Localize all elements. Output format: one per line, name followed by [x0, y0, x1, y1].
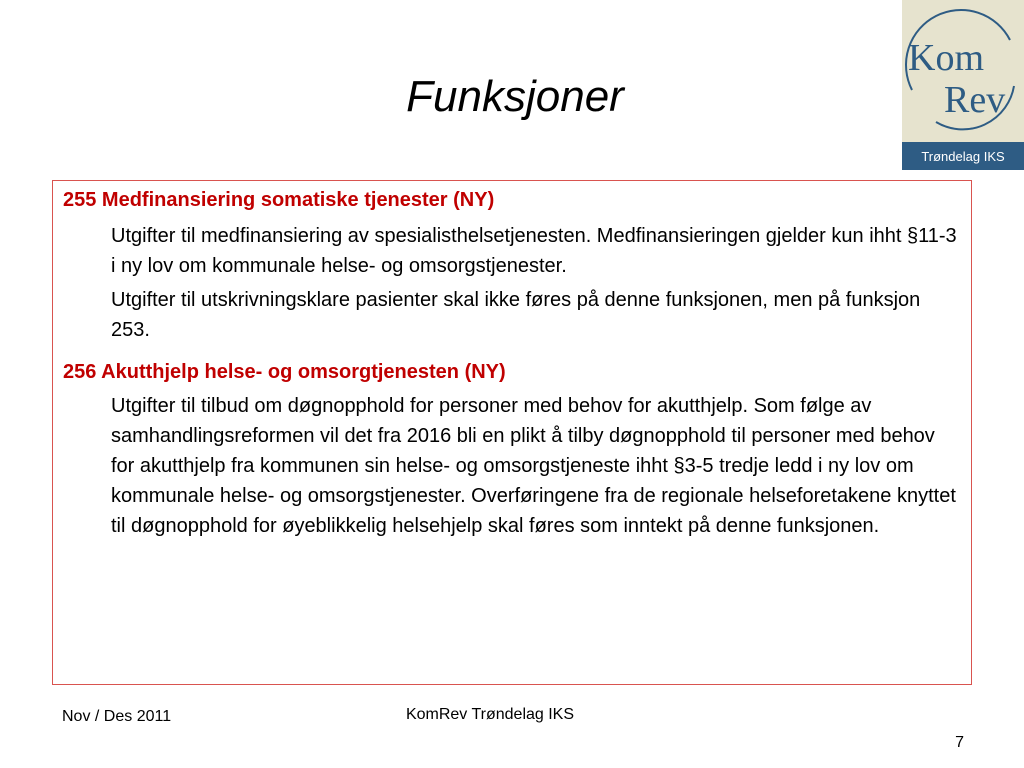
komrev-logo-graphic — [902, 0, 1024, 170]
slide-title: Funksjoner — [406, 72, 624, 121]
footer-date: Nov / Des 2011 — [62, 708, 172, 725]
logo-text-kom: Kom — [908, 37, 984, 79]
logo-text-rev: Rev — [944, 79, 1006, 121]
section-heading: 256 Akutthjelp helse- og omsorgtjenesten (NY) — [63, 361, 506, 383]
page-number: 7 — [955, 734, 964, 751]
section-heading: 255 Medfinansiering somatiske tjenester (NY) — [63, 189, 495, 211]
section-paragraph: Utgifter til tilbud om døgnopphold for personer med behov for akutthjelp. Som følge av samhandlingsreformen vil det fra 2016 bli en plikt å tilby døgnopphold til personer med behov for akutthjelp fra kommunen sin helse- og omsorgstjeneste ihht §3-5 tredje ledd i ny lov om kommunale helse- og omsorgstjenester. Overføringene fra de regionale helseforetakene knyttet til døgnopphold for øyeblikkelig helsehjelp skal føres som inntekt på denne funksjonen. — [111, 395, 956, 537]
komrev-logo — [902, 0, 1024, 170]
section-255 — [63, 187, 963, 349]
section-256 — [63, 359, 963, 545]
logo-banner-text: Trøndelag IKS — [921, 149, 1005, 164]
section-paragraph: Utgifter til utskrivningsklare pasienter skal ikke føres på denne funksjonen, men på funksjon 253. — [111, 289, 921, 341]
footer-organization: KomRev Trøndelag IKS — [405, 706, 575, 723]
section-paragraph: Utgifter til medfinansiering av spesialisthelsetjenesten. Medfinansieringen gjelder kun ihht §11-3 i ny lov om kommunale helse- og omsorgstjenester. — [111, 225, 957, 277]
content-box — [52, 180, 972, 685]
